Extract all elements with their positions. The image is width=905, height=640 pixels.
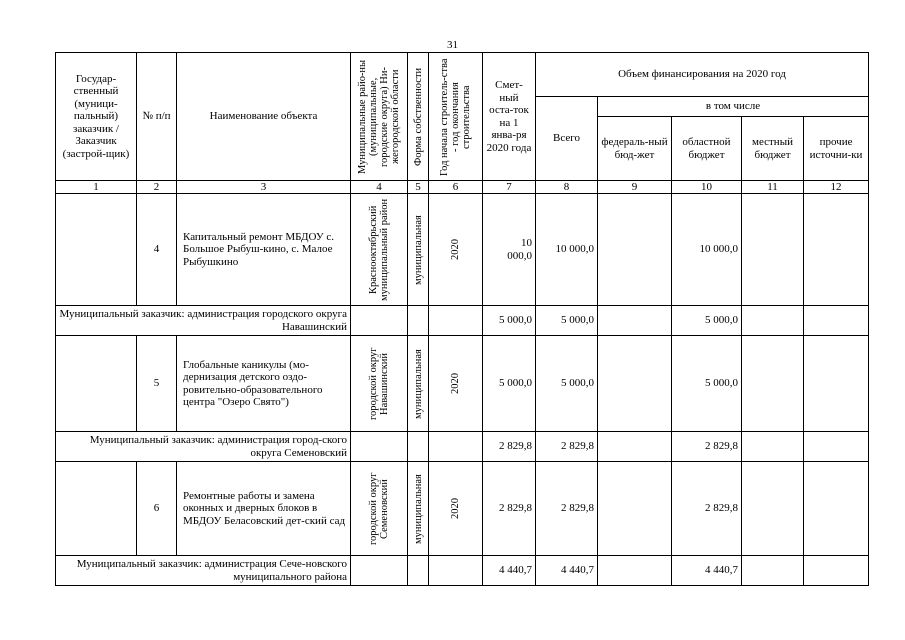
financing-table: [55, 52, 869, 586]
header-federal: федераль-ный бюд-жет: [598, 117, 672, 181]
cell-ownership-text: муниципальная: [412, 348, 424, 419]
column-number: 10: [672, 181, 742, 194]
table-row-object-5: [56, 336, 869, 432]
cell-customer-label: Муниципальный заказчик: администрация город-ского округа Семеновский: [56, 432, 351, 462]
header-number: № п/п: [137, 53, 177, 181]
column-number: 12: [804, 181, 869, 194]
cell-estimate: 4 440,7: [483, 556, 536, 586]
header-ownership: [408, 53, 429, 181]
column-number: 3: [177, 181, 351, 194]
cell-object-name: Глобальные каникулы (мо-дернизация детского оздо-ровительно-образовательного центра "Озеро Свято"): [177, 336, 351, 432]
cell-local: [742, 432, 804, 462]
cell-municipality-text: городской округ Семеновский: [368, 472, 390, 545]
header-other: прочие источни-ки: [804, 117, 869, 181]
header-row-1: [56, 53, 869, 97]
cell-other: [804, 306, 869, 336]
cell-regional: 2 829,8: [672, 432, 742, 462]
cell-number: 4: [137, 194, 177, 306]
cell-municipality-text: городской округ Навашинский: [368, 347, 390, 420]
header-construction-years: [429, 53, 483, 181]
cell-regional: 10 000,0: [672, 194, 742, 306]
column-numbers-row: [56, 181, 869, 194]
cell-municipality-text: Краснооктябрьский муниципальный район: [368, 198, 390, 301]
cell-ownership: [408, 432, 429, 462]
header-object-name: Наименование объекта: [177, 53, 351, 181]
cell-local: [742, 556, 804, 586]
cell-year: [429, 462, 483, 556]
cell-regional: 2 829,8: [672, 462, 742, 556]
cell-regional: 5 000,0: [672, 306, 742, 336]
cell-estimate: 2 829,8: [483, 432, 536, 462]
cell-other: [804, 432, 869, 462]
cell-estimate: 10 000,0: [483, 194, 536, 306]
cell-federal: [598, 556, 672, 586]
cell-number: 6: [137, 462, 177, 556]
cell-customer-empty: [56, 336, 137, 432]
table-row-object-6: [56, 462, 869, 556]
cell-year-text: 2020: [450, 373, 461, 394]
column-number: 5: [408, 181, 429, 194]
cell-total: 2 829,8: [536, 432, 598, 462]
table-row-customer-sechenovsky: [56, 556, 869, 586]
cell-estimate: 2 829,8: [483, 462, 536, 556]
cell-ownership: [408, 556, 429, 586]
header-estimate-balance: Смет-ный оста-ток на 1 янва-ря 2020 года: [483, 53, 536, 181]
cell-local: [742, 306, 804, 336]
cell-local: [742, 462, 804, 556]
cell-ownership-text: муниципальная: [412, 473, 424, 544]
cell-municipality: [351, 432, 408, 462]
cell-year: [429, 432, 483, 462]
column-number: 11: [742, 181, 804, 194]
header-municipality: [351, 53, 408, 181]
cell-municipality: [351, 194, 408, 306]
cell-municipality: [351, 306, 408, 336]
cell-year: [429, 194, 483, 306]
cell-municipality: [351, 556, 408, 586]
cell-year: [429, 336, 483, 432]
cell-federal: [598, 432, 672, 462]
cell-customer-label: Муниципальный заказчик: администрация Сече-новского муниципального района: [56, 556, 351, 586]
header-including: в том числе: [598, 97, 869, 117]
cell-total: 10 000,0: [536, 194, 598, 306]
cell-regional: 4 440,7: [672, 556, 742, 586]
cell-customer-label: Муниципальный заказчик: администрация городского округа Навашинский: [56, 306, 351, 336]
cell-federal: [598, 306, 672, 336]
cell-ownership: [408, 336, 429, 432]
column-number: 8: [536, 181, 598, 194]
cell-object-name: Ремонтные работы и замена оконных и дверных блоков в МБДОУ Беласовский дет-ский сад: [177, 462, 351, 556]
header-municipality-text: Муниципальные райо-ны (муниципальные, городские округа) Ни-жегородской области: [357, 59, 401, 174]
header-construction-years-text: Год начала строитель-ства - год окончания строительства: [439, 57, 472, 176]
cell-federal: [598, 194, 672, 306]
cell-customer-empty: [56, 462, 137, 556]
cell-other: [804, 462, 869, 556]
table-row-customer-semenovsky: [56, 432, 869, 462]
cell-ownership: [408, 194, 429, 306]
cell-municipality: [351, 336, 408, 432]
column-number: 1: [56, 181, 137, 194]
column-number: 9: [598, 181, 672, 194]
column-number: 7: [483, 181, 536, 194]
header-regional: областной бюджет: [672, 117, 742, 181]
cell-year-text: 2020: [450, 239, 461, 260]
cell-ownership: [408, 462, 429, 556]
cell-municipality: [351, 462, 408, 556]
cell-total: 2 829,8: [536, 462, 598, 556]
cell-estimate: 5 000,0: [483, 306, 536, 336]
header-customer: Государ-ственный (муници-пальный) заказчик / Заказчик (застрой-щик): [56, 53, 137, 181]
cell-total: 5 000,0: [536, 306, 598, 336]
cell-other: [804, 194, 869, 306]
column-number: 4: [351, 181, 408, 194]
cell-other: [804, 336, 869, 432]
header-local: местный бюджет: [742, 117, 804, 181]
header-ownership-text: Форма собственности: [412, 67, 424, 166]
cell-ownership: [408, 306, 429, 336]
table-row-object-4: [56, 194, 869, 306]
column-number: 6: [429, 181, 483, 194]
cell-year-text: 2020: [450, 498, 461, 519]
table-row-customer-navashinsky: [56, 306, 869, 336]
page-number: 31: [447, 39, 458, 51]
cell-total: 5 000,0: [536, 336, 598, 432]
cell-total: 4 440,7: [536, 556, 598, 586]
cell-federal: [598, 462, 672, 556]
cell-federal: [598, 336, 672, 432]
cell-year: [429, 306, 483, 336]
header-total: Всего: [536, 97, 598, 181]
cell-year: [429, 556, 483, 586]
cell-estimate: 5 000,0: [483, 336, 536, 432]
header-financing-2020: Объем финансирования на 2020 год: [536, 53, 869, 97]
cell-regional: 5 000,0: [672, 336, 742, 432]
cell-customer-empty: [56, 194, 137, 306]
cell-ownership-text: муниципальная: [412, 214, 424, 285]
cell-local: [742, 336, 804, 432]
cell-number: 5: [137, 336, 177, 432]
cell-local: [742, 194, 804, 306]
cell-other: [804, 556, 869, 586]
cell-object-name: Капитальный ремонт МБДОУ с. Большое Рыбуш-кино, с. Малое Рыбушкино: [177, 194, 351, 306]
column-number: 2: [137, 181, 177, 194]
